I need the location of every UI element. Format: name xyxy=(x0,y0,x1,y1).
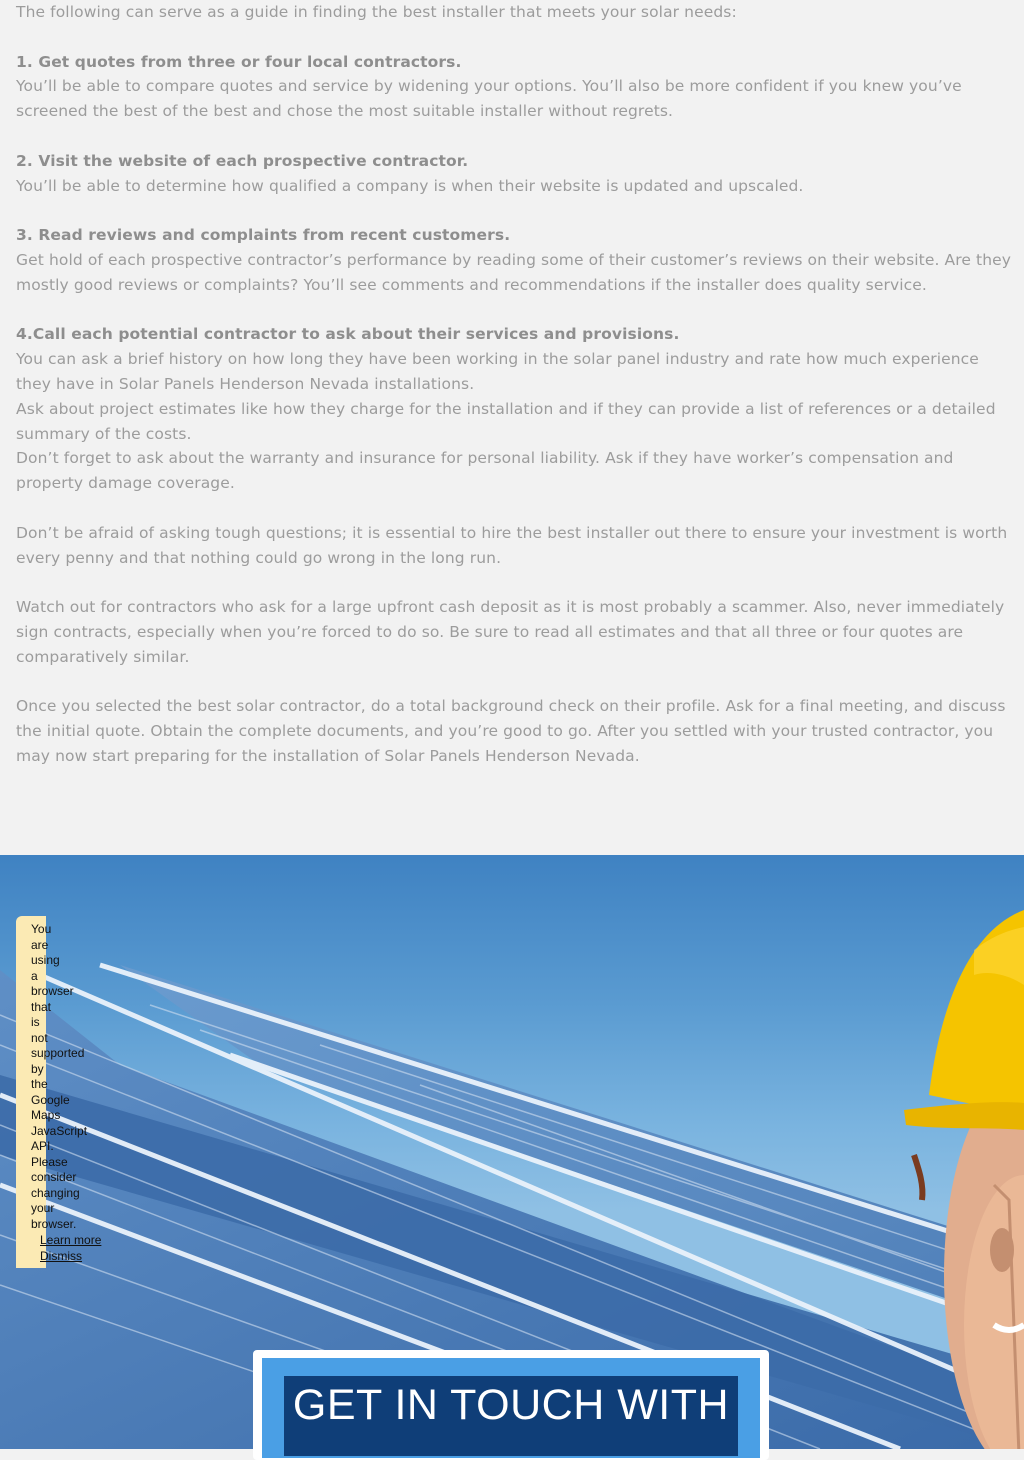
step4-body-history: You can ask a brief history on how long they have been working in the solar panel industry and rate how much experience they have in Solar Panels Henderson Nevada installations. xyxy=(16,350,979,393)
step2-body: You’ll be able to determine how qualified a company is when their website is updated and upscaled. xyxy=(16,176,804,195)
step3-heading: 3. Read reviews and complaints from recent customers. xyxy=(16,226,511,245)
tough-questions-paragraph: Don’t be afraid of asking tough questions; it is essential to hire the best installer out there to ensure your investment is worth every penny and that nothing could go wrong in the long run. xyxy=(16,523,1008,567)
watch-out-paragraph: Watch out for contractors who ask for a large upfront cash deposit as it is most probably a scammer. Also, never immediately sign contracts, especially when you’re forced to do so. Be sure to read all estimates and that all three or four quotes are comparatively similar. xyxy=(16,598,1005,666)
dismiss-link[interactable]: Dismiss xyxy=(40,1249,82,1263)
step3-body: Get hold of each prospective contractor’s performance by reading some of their customer’s reviews on their website. Are they mostly good reviews or complaints? You’ll see comments and recommendations if the installer does quality service. xyxy=(16,250,1012,294)
worker-helmet-image xyxy=(884,855,1024,1449)
get-in-touch-button[interactable] xyxy=(284,1376,738,1456)
step2-heading: 2. Visit the website of each prospective contractor. xyxy=(16,151,469,170)
step4-body-warranty: Don’t forget to ask about the warranty and insurance for personal liability. Ask if they have worker’s compensation and property damage coverage. xyxy=(16,449,954,493)
step4-body-estimates: Ask about project estimates like how they charge for the installation and if they can provide a list of references or a detailed summary of the costs. xyxy=(16,399,996,443)
step4-heading: 4.Call each potential contractor to ask about their services and provisions. xyxy=(16,325,680,344)
step1-heading: 1. Get quotes from three or four local contractors. xyxy=(16,52,462,71)
get-in-touch-label: GET IN TOUCH WITH xyxy=(292,1381,730,1429)
background-check-paragraph: Once you selected the best solar contractor, do a total background check on their profile. Ask for a final meeting, and discuss the initial quote. Obtain the complete documents, and you’re good to go. After you settled with your trusted contractor, you may now start preparing for the installation of Solar Panels Henderson Nevada. xyxy=(16,697,1006,765)
article-intro: The following can serve as a guide in finding the best installer that meets your solar needs: xyxy=(16,3,737,21)
step1-body: You’ll be able to compare quotes and service by widening your options. You’ll also be more confident if you knew you’ve screened the best of the best and chose the most suitable installer without regrets. xyxy=(16,77,962,121)
learn-more-link[interactable]: Learn more xyxy=(40,1233,102,1247)
article-content xyxy=(16,0,1016,769)
browser-warning-message: You are using a browser that is not supported by the Google Maps JavaScript API. Please consider changing your browser. xyxy=(31,922,88,1231)
